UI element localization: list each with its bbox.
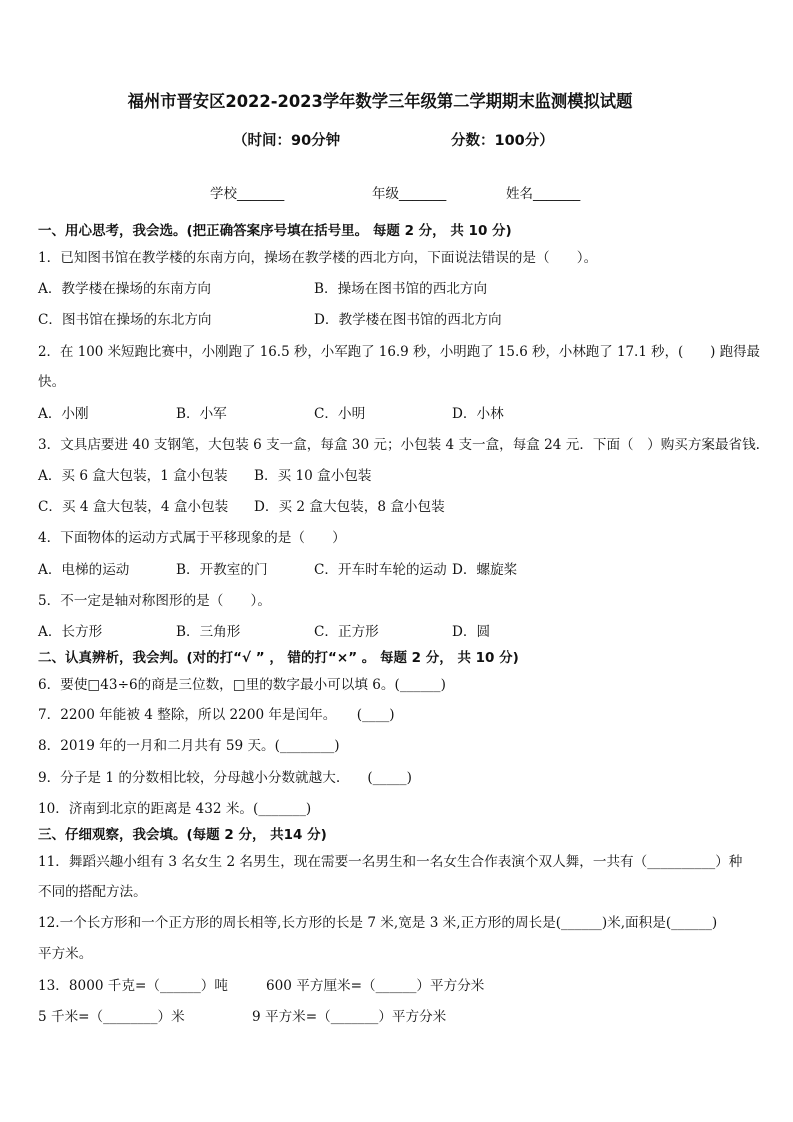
q3-option-a: A．买 6 盒大包装，1 盒小包装 (38, 468, 228, 484)
question-12-line-2: 平方米。 (38, 946, 93, 962)
grade-field: 年级_______ (372, 186, 447, 202)
question-11-line-2: 不同的搭配方法。 (38, 884, 147, 900)
section-3-heading: 三、仔细观察，我会填。(每题 2 分， 共14 分) (38, 827, 327, 843)
q1-option-c: C．图书馆在操场的东北方向 (38, 312, 212, 328)
q2-option-b: B．小军 (176, 406, 227, 422)
question-9: 9．分子是 1 的分数相比较，分母越小分数就越大. (_____) (38, 770, 412, 786)
q2-option-d: D．小林 (452, 406, 504, 422)
exam-time: （时间：90分钟 (233, 133, 341, 149)
question-13-part-c: 5 千米=（________）米 (38, 1009, 185, 1025)
question-8: 8．2019 年的一月和二月共有 59 天。(________) (38, 738, 340, 754)
question-7: 7．2200 年能被 4 整除，所以 2200 年是闰年。 (____) (38, 707, 395, 723)
section-1-heading: 一、用心思考，我会选。(把正确答案序号填在括号里。 每题 2 分， 共 10 分) (38, 223, 512, 239)
question-13-part-a: 13．8000 千克=（______）吨 (38, 978, 228, 994)
q5-option-a: A．长方形 (38, 624, 103, 640)
question-12-line-1: 12.一个长方形和一个正方形的周长相等,长方形的长是 7 米,宽是 3 米,正方形的周长是(______)米,面积是(______) (38, 915, 718, 931)
q4-option-d: D．螺旋桨 (452, 562, 518, 578)
question-3: 3．文具店要进 40 支钢笔，大包装 6 支一盒，每盒 30 元；小包装 4 支一盒，每盒 24 元．下面（ ）购买方案最省钱. (38, 437, 760, 453)
question-2-line-2: 快。 (38, 374, 66, 390)
q4-option-a: A．电梯的运动 (38, 562, 130, 578)
question-10: 10．济南到北京的距离是 432 米。(_______) (38, 801, 312, 817)
q4-option-c: C．开车时车轮的运动 (314, 562, 447, 578)
q5-option-d: D．圆 (452, 624, 491, 640)
q2-option-a: A．小刚 (38, 406, 89, 422)
name-field: 姓名_______ (506, 186, 581, 202)
q3-option-b: B．买 10 盒小包装 (254, 468, 372, 484)
school-field: 学校_______ (210, 186, 285, 202)
exam-title: 福州市晋安区2022-2023学年数学三年级第二学期期末监测模拟试题 (127, 92, 633, 112)
q1-option-d: D．教学楼在图书馆的西北方向 (314, 312, 502, 328)
q1-option-b: B．操场在图书馆的西北方向 (314, 281, 488, 297)
question-5: 5．不一定是轴对称图形的是（ ）。 (38, 593, 271, 609)
q4-option-b: B．开教室的门 (176, 562, 268, 578)
q5-option-c: C．正方形 (314, 624, 379, 640)
question-11-line-1: 11．舞蹈兴趣小组有 3 名女生 2 名男生，现在需要一名男生和一名女生合作表演个双人舞，一共有（__________）种 (38, 854, 743, 870)
q2-option-c: C．小明 (314, 406, 366, 422)
question-6: 6．要使□43÷6的商是三位数，□里的数字最小可以填 6。(______) (38, 677, 446, 693)
q5-option-b: B．三角形 (176, 624, 241, 640)
q1-option-a: A．教学楼在操场的东南方向 (38, 281, 211, 297)
question-4: 4．下面物体的运动方式属于平移现象的是（ ） (38, 530, 346, 546)
q3-option-c: C．买 4 盒大包装，4 盒小包装 (38, 499, 229, 515)
section-2-heading: 二、认真辨析，我会判。(对的打“√ ” ， 错的打“×” 。 每题 2 分， 共 10 分) (38, 650, 519, 666)
question-1: 1．已知图书馆在教学楼的东南方向，操场在教学楼的西北方向，下面说法错误的是（ ）。 (38, 250, 598, 266)
q3-option-d: D．买 2 盒大包装，8 盒小包装 (254, 499, 445, 515)
question-2-line-1: 2．在 100 米短跑比赛中，小刚跑了 16.5 秒，小军跑了 16.9 秒，小明跑了 15.6 秒，小林跑了 17.1 秒，( ) 跑得最 (38, 344, 760, 360)
question-13-part-d: 9 平方米=（_______）平方分米 (252, 1009, 447, 1025)
question-13-part-b: 600 平方厘米=（______）平方分米 (266, 978, 485, 994)
exam-score: 分数：100分） (451, 133, 554, 149)
